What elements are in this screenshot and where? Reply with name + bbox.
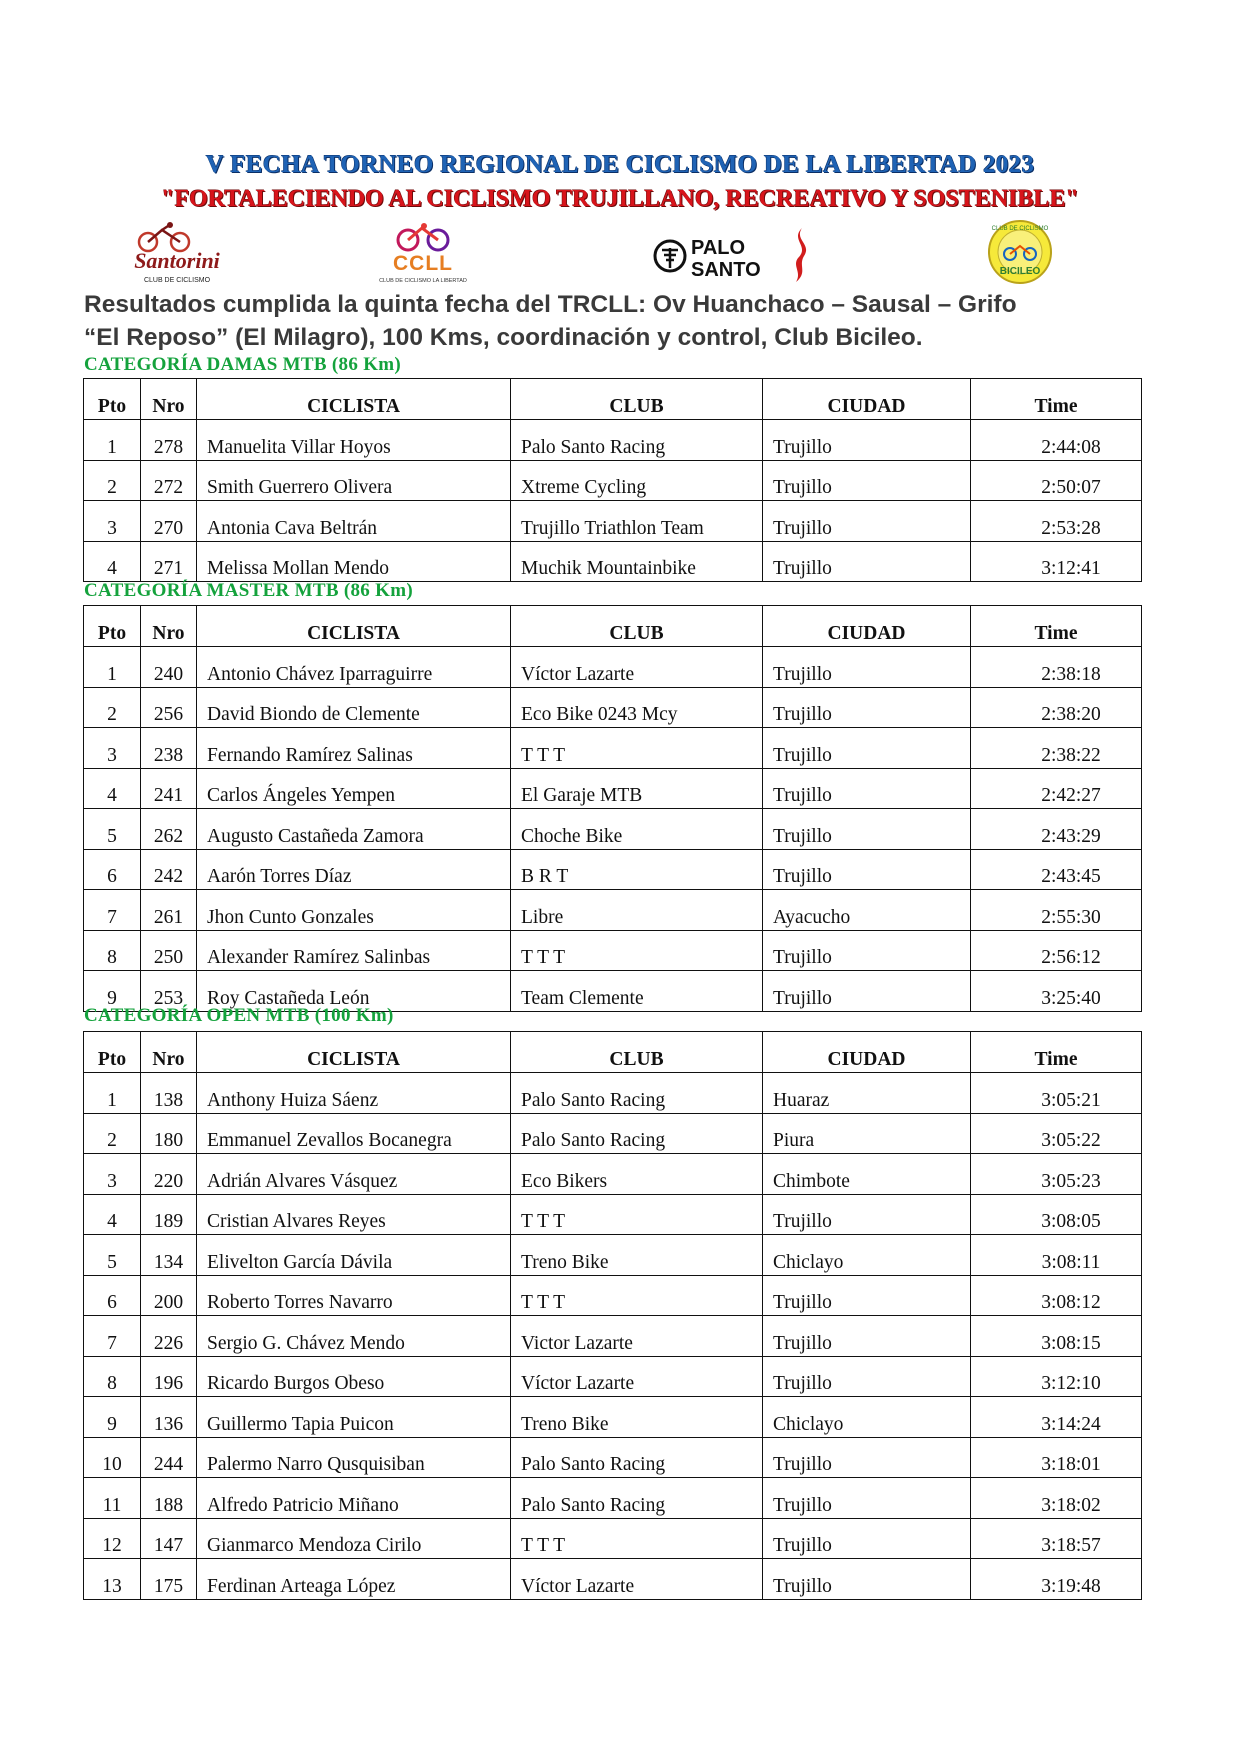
cell-city: Trujillo xyxy=(763,501,971,542)
svg-text:CLUB DE CICLISMO: CLUB DE CICLISMO xyxy=(991,226,1049,232)
cell-city: Trujillo xyxy=(763,1194,971,1235)
svg-text:Santorini: Santorini xyxy=(134,248,220,273)
cell-number: 271 xyxy=(141,541,197,582)
cell-position: 10 xyxy=(84,1437,141,1478)
table-row xyxy=(84,809,1142,850)
column-header-number: Nro xyxy=(141,606,197,647)
cell-number: 244 xyxy=(141,1437,197,1478)
cell-club: Palo Santo Racing xyxy=(511,1073,763,1114)
page-subtitle: "FORTALECIENDO AL CICLISMO TRUJILLANO, RECREATIVO Y SOSTENIBLE" xyxy=(161,186,1079,212)
results-table-damas xyxy=(83,378,1142,582)
cell-time: 3:05:23 xyxy=(971,1154,1142,1195)
column-header-cyclist: CICLISTA xyxy=(197,606,511,647)
category-title-open: CATEGORÍA OPEN MTB (100 Km) xyxy=(84,1005,394,1026)
cell-cyclist: Manuelita Villar Hoyos xyxy=(197,420,511,461)
ccll-logo xyxy=(376,222,470,286)
cell-number: 136 xyxy=(141,1397,197,1438)
cell-time: 3:12:10 xyxy=(971,1356,1142,1397)
cell-position: 5 xyxy=(84,809,141,850)
cell-position: 8 xyxy=(84,1356,141,1397)
cell-time: 3:08:15 xyxy=(971,1316,1142,1357)
cell-number: 138 xyxy=(141,1073,197,1114)
cell-position: 1 xyxy=(84,1073,141,1114)
svg-text:CCLL: CCLL xyxy=(393,252,453,275)
cell-cyclist: Smith Guerrero Olivera xyxy=(197,460,511,501)
column-header-number: Nro xyxy=(141,1032,197,1073)
table-row xyxy=(84,541,1142,582)
summary-line-2: “El Reposo” (El Milagro), 100 Kms, coordinación y control, Club Bicileo. xyxy=(84,324,923,351)
cell-club: Eco Bike 0243 Mcy xyxy=(511,687,763,728)
column-header-time: Time xyxy=(971,606,1142,647)
cell-number: 278 xyxy=(141,420,197,461)
cell-cyclist: Gianmarco Mendoza Cirilo xyxy=(197,1518,511,1559)
table-row xyxy=(84,1113,1142,1154)
cell-cyclist: Elivelton García Dávila xyxy=(197,1235,511,1276)
results-table-master xyxy=(83,605,1142,1012)
cell-time: 3:08:12 xyxy=(971,1275,1142,1316)
table-header-row xyxy=(84,1032,1142,1073)
cell-city: Trujillo xyxy=(763,849,971,890)
cell-time: 3:05:22 xyxy=(971,1113,1142,1154)
header xyxy=(0,148,1240,216)
cell-club: Palo Santo Racing xyxy=(511,1478,763,1519)
cell-time: 3:18:01 xyxy=(971,1437,1142,1478)
column-header-time: Time xyxy=(971,379,1142,420)
table-row xyxy=(84,1194,1142,1235)
column-header-position: Pto xyxy=(84,1032,141,1073)
cell-city: Piura xyxy=(763,1113,971,1154)
column-header-number: Nro xyxy=(141,379,197,420)
cell-time: 3:25:40 xyxy=(971,971,1142,1012)
table-row xyxy=(84,1275,1142,1316)
table-row xyxy=(84,728,1142,769)
cell-cyclist: Cristian Alvares Reyes xyxy=(197,1194,511,1235)
column-header-city: CIUDAD xyxy=(763,1032,971,1073)
table-row xyxy=(84,890,1142,931)
cell-number: 180 xyxy=(141,1113,197,1154)
cell-club: Xtreme Cycling xyxy=(511,460,763,501)
table-row xyxy=(84,460,1142,501)
table-header-row xyxy=(84,379,1142,420)
cell-time: 3:18:02 xyxy=(971,1478,1142,1519)
cell-cyclist: Antonio Chávez Iparraguirre xyxy=(197,647,511,688)
cell-club: B R T xyxy=(511,849,763,890)
cell-time: 2:38:20 xyxy=(971,687,1142,728)
cell-cyclist: Aarón Torres Díaz xyxy=(197,849,511,890)
table-row xyxy=(84,849,1142,890)
cell-city: Trujillo xyxy=(763,1559,971,1600)
cell-number: 272 xyxy=(141,460,197,501)
cell-position: 3 xyxy=(84,1154,141,1195)
cell-club: Treno Bike xyxy=(511,1397,763,1438)
cell-city: Trujillo xyxy=(763,930,971,971)
cell-time: 2:56:12 xyxy=(971,930,1142,971)
column-header-position: Pto xyxy=(84,606,141,647)
bicileo-logo xyxy=(974,218,1066,288)
table-row xyxy=(84,768,1142,809)
cell-city: Trujillo xyxy=(763,420,971,461)
cell-position: 3 xyxy=(84,501,141,542)
column-header-club: CLUB xyxy=(511,379,763,420)
table-row xyxy=(84,1235,1142,1276)
table-row xyxy=(84,501,1142,542)
table-header-row xyxy=(84,606,1142,647)
cell-cyclist: Jhon Cunto Gonzales xyxy=(197,890,511,931)
cell-club: Palo Santo Racing xyxy=(511,1437,763,1478)
cell-number: 189 xyxy=(141,1194,197,1235)
cell-position: 2 xyxy=(84,460,141,501)
santorini-logo xyxy=(118,222,236,286)
cell-number: 134 xyxy=(141,1235,197,1276)
cell-number: 250 xyxy=(141,930,197,971)
sponsor-logos xyxy=(0,222,1240,292)
cell-time: 2:50:07 xyxy=(971,460,1142,501)
column-header-club: CLUB xyxy=(511,1032,763,1073)
cell-position: 6 xyxy=(84,849,141,890)
table-row xyxy=(84,1073,1142,1114)
cell-number: 196 xyxy=(141,1356,197,1397)
svg-text:BICILEO: BICILEO xyxy=(999,266,1041,277)
cell-city: Trujillo xyxy=(763,1437,971,1478)
cell-club: T T T xyxy=(511,930,763,971)
cell-position: 4 xyxy=(84,1194,141,1235)
table-row xyxy=(84,1518,1142,1559)
table-row xyxy=(84,1356,1142,1397)
cell-club: Víctor Lazarte xyxy=(511,1559,763,1600)
svg-text:PALO: PALO xyxy=(691,237,746,259)
cell-cyclist: Emmanuel Zevallos Bocanegra xyxy=(197,1113,511,1154)
cell-city: Trujillo xyxy=(763,647,971,688)
cell-number: 256 xyxy=(141,687,197,728)
cell-time: 2:55:30 xyxy=(971,890,1142,931)
column-header-cyclist: CICLISTA xyxy=(197,379,511,420)
cell-city: Ayacucho xyxy=(763,890,971,931)
cell-city: Trujillo xyxy=(763,1356,971,1397)
page-title: V FECHA TORNEO REGIONAL DE CICLISMO DE LA LIBERTAD 2023 xyxy=(205,151,1035,178)
cell-club: T T T xyxy=(511,1518,763,1559)
cell-cyclist: Palermo Narro Qusquisiban xyxy=(197,1437,511,1478)
cell-position: 9 xyxy=(84,1397,141,1438)
cell-time: 3:14:24 xyxy=(971,1397,1142,1438)
cell-time: 2:43:45 xyxy=(971,849,1142,890)
cell-club: Victor Lazarte xyxy=(511,1316,763,1357)
cell-position: 11 xyxy=(84,1478,141,1519)
cell-club: T T T xyxy=(511,1275,763,1316)
cell-cyclist: David Biondo de Clemente xyxy=(197,687,511,728)
cell-cyclist: Sergio G. Chávez Mendo xyxy=(197,1316,511,1357)
cell-position: 12 xyxy=(84,1518,141,1559)
cell-club: T T T xyxy=(511,728,763,769)
cell-position: 13 xyxy=(84,1559,141,1600)
cell-city: Huaraz xyxy=(763,1073,971,1114)
table-row xyxy=(84,687,1142,728)
cell-club: El Garaje MTB xyxy=(511,768,763,809)
cell-number: 175 xyxy=(141,1559,197,1600)
cell-club: Libre xyxy=(511,890,763,931)
cell-time: 2:53:28 xyxy=(971,501,1142,542)
cell-club: Team Clemente xyxy=(511,971,763,1012)
cell-number: 226 xyxy=(141,1316,197,1357)
cell-position: 7 xyxy=(84,890,141,931)
cell-city: Trujillo xyxy=(763,541,971,582)
cell-club: Eco Bikers xyxy=(511,1154,763,1195)
table-row xyxy=(84,930,1142,971)
cell-city: Trujillo xyxy=(763,687,971,728)
table-row xyxy=(84,1316,1142,1357)
cell-city: Trujillo xyxy=(763,1478,971,1519)
table-row xyxy=(84,1397,1142,1438)
summary-line-1: Resultados cumplida la quinta fecha del TRCLL: Ov Huanchaco – Sausal – Grifo xyxy=(84,291,1017,318)
cell-city: Trujillo xyxy=(763,809,971,850)
palo-santo-logo xyxy=(652,224,814,286)
cell-position: 8 xyxy=(84,930,141,971)
cell-number: 188 xyxy=(141,1478,197,1519)
cell-number: 262 xyxy=(141,809,197,850)
column-header-city: CIUDAD xyxy=(763,379,971,420)
cell-number: 253 xyxy=(141,971,197,1012)
cell-time: 2:43:29 xyxy=(971,809,1142,850)
cell-cyclist: Carlos Ángeles Yempen xyxy=(197,768,511,809)
cell-number: 238 xyxy=(141,728,197,769)
cell-time: 3:08:05 xyxy=(971,1194,1142,1235)
cell-position: 1 xyxy=(84,420,141,461)
table-row xyxy=(84,647,1142,688)
column-header-time: Time xyxy=(971,1032,1142,1073)
cell-number: 147 xyxy=(141,1518,197,1559)
cell-cyclist: Augusto Castañeda Zamora xyxy=(197,809,511,850)
cell-cyclist: Anthony Huiza Sáenz xyxy=(197,1073,511,1114)
cell-club: Treno Bike xyxy=(511,1235,763,1276)
column-header-position: Pto xyxy=(84,379,141,420)
cell-time: 2:44:08 xyxy=(971,420,1142,461)
cell-club: Víctor Lazarte xyxy=(511,1356,763,1397)
column-header-cyclist: CICLISTA xyxy=(197,1032,511,1073)
cell-time: 3:18:57 xyxy=(971,1518,1142,1559)
table-row xyxy=(84,1437,1142,1478)
table-row xyxy=(84,1154,1142,1195)
cell-position: 4 xyxy=(84,541,141,582)
results-table-open xyxy=(83,1031,1142,1600)
cell-position: 6 xyxy=(84,1275,141,1316)
category-title-master: CATEGORÍA MASTER MTB (86 Km) xyxy=(84,580,413,601)
cell-number: 240 xyxy=(141,647,197,688)
cell-cyclist: Antonia Cava Beltrán xyxy=(197,501,511,542)
cell-city: Trujillo xyxy=(763,768,971,809)
table-row xyxy=(84,1478,1142,1519)
table-row xyxy=(84,1559,1142,1600)
svg-text:CLUB DE CICLISMO LA LIBERTAD: CLUB DE CICLISMO LA LIBERTAD xyxy=(379,278,467,284)
cell-club: T T T xyxy=(511,1194,763,1235)
cell-city: Trujillo xyxy=(763,1518,971,1559)
cell-position: 1 xyxy=(84,647,141,688)
column-header-city: CIUDAD xyxy=(763,606,971,647)
cell-time: 2:42:27 xyxy=(971,768,1142,809)
cell-city: Trujillo xyxy=(763,971,971,1012)
cell-club: Muchik Mountainbike xyxy=(511,541,763,582)
cell-number: 200 xyxy=(141,1275,197,1316)
cell-time: 2:38:18 xyxy=(971,647,1142,688)
cell-number: 242 xyxy=(141,849,197,890)
cell-time: 2:38:22 xyxy=(971,728,1142,769)
cell-cyclist: Alexander Ramírez Salinbas xyxy=(197,930,511,971)
cell-city: Trujillo xyxy=(763,1275,971,1316)
cell-number: 270 xyxy=(141,501,197,542)
cell-city: Trujillo xyxy=(763,1316,971,1357)
cell-cyclist: Melissa Mollan Mendo xyxy=(197,541,511,582)
column-header-club: CLUB xyxy=(511,606,763,647)
cell-club: Choche Bike xyxy=(511,809,763,850)
cell-time: 3:08:11 xyxy=(971,1235,1142,1276)
cell-cyclist: Fernando Ramírez Salinas xyxy=(197,728,511,769)
cell-club: Víctor Lazarte xyxy=(511,647,763,688)
cell-time: 3:12:41 xyxy=(971,541,1142,582)
cell-city: Chimbote xyxy=(763,1154,971,1195)
cell-city: Chiclayo xyxy=(763,1397,971,1438)
cell-number: 241 xyxy=(141,768,197,809)
results-summary xyxy=(84,288,1184,354)
cell-cyclist: Roberto Torres Navarro xyxy=(197,1275,511,1316)
table-row xyxy=(84,420,1142,461)
cell-position: 7 xyxy=(84,1316,141,1357)
cell-club: Palo Santo Racing xyxy=(511,420,763,461)
svg-text:SANTO: SANTO xyxy=(691,259,761,281)
cell-cyclist: Ricardo Burgos Obeso xyxy=(197,1356,511,1397)
cell-number: 261 xyxy=(141,890,197,931)
cell-city: Chiclayo xyxy=(763,1235,971,1276)
cell-position: 3 xyxy=(84,728,141,769)
cell-cyclist: Alfredo Patricio Miñano xyxy=(197,1478,511,1519)
cell-position: 4 xyxy=(84,768,141,809)
cell-city: Trujillo xyxy=(763,460,971,501)
cell-cyclist: Ferdinan Arteaga López xyxy=(197,1559,511,1600)
cell-cyclist: Roy Castañeda León xyxy=(197,971,511,1012)
cell-position: 2 xyxy=(84,1113,141,1154)
cell-position: 9 xyxy=(84,971,141,1012)
cell-number: 220 xyxy=(141,1154,197,1195)
cell-club: Trujillo Triathlon Team xyxy=(511,501,763,542)
cell-position: 5 xyxy=(84,1235,141,1276)
category-title-damas: CATEGORÍA DAMAS MTB (86 Km) xyxy=(84,354,402,375)
cell-position: 2 xyxy=(84,687,141,728)
cell-city: Trujillo xyxy=(763,728,971,769)
cell-cyclist: Adrián Alvares Vásquez xyxy=(197,1154,511,1195)
svg-text:CLUB DE CICLISMO: CLUB DE CICLISMO xyxy=(143,277,211,284)
cell-club: Palo Santo Racing xyxy=(511,1113,763,1154)
cell-time: 3:05:21 xyxy=(971,1073,1142,1114)
cell-cyclist: Guillermo Tapia Puicon xyxy=(197,1397,511,1438)
cell-time: 3:19:48 xyxy=(971,1559,1142,1600)
